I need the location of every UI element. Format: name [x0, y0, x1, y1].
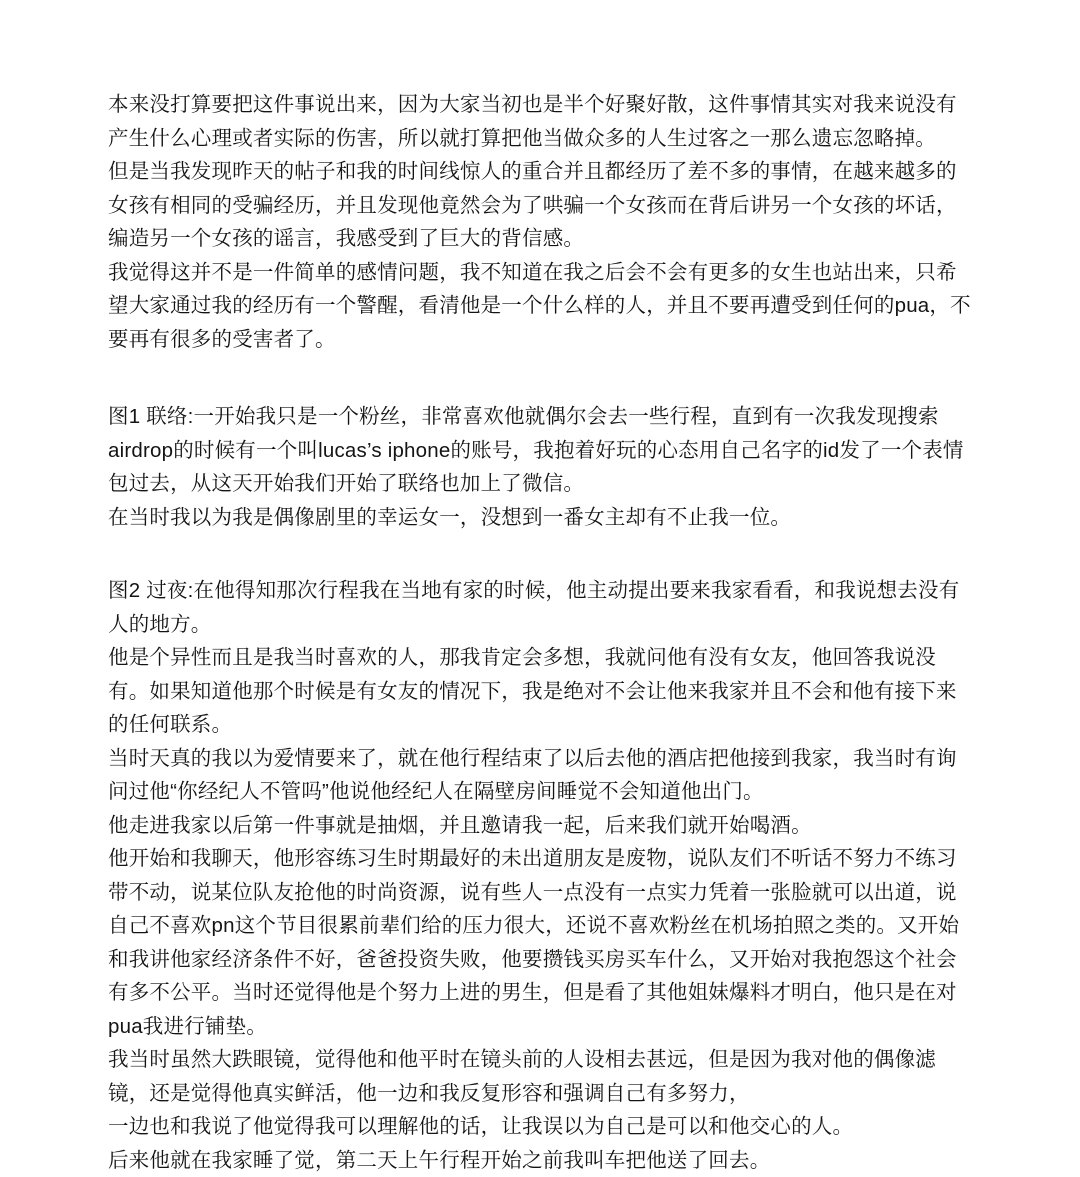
paragraph: 图1 联络:一开始我只是一个粉丝，非常喜欢他就偶尔会去一些行程，直到有一次我发现搜索airdrop的时候有一个叫lucas’s iphone的账号，我抱着好玩的心态用自己名字的id发了一个表情包过去，从这天开始我们开始了联络也加上了微信。	[108, 400, 972, 501]
paragraph: 图2 过夜:在他得知那次行程我在当地有家的时候，他主动提出要来我家看看，和我说想去没有人的地方。	[108, 574, 972, 641]
text-block-figure-2	[108, 574, 972, 1177]
paragraph: 我觉得这并不是一件简单的感情问题，我不知道在我之后会不会有更多的女生也站出来，只希望大家通过我的经历有一个警醒，看清他是一个什么样的人，并且不要再遭受到任何的pua，不要再有很多的受害者了。	[108, 256, 972, 357]
paragraph: 他走进我家以后第一件事就是抽烟，并且邀请我一起，后来我们就开始喝酒。	[108, 809, 972, 843]
section-spacer	[108, 534, 972, 574]
paragraph: 我当时虽然大跌眼镜，觉得他和他平时在镜头前的人设相去甚远，但是因为我对他的偶像滤镜，还是觉得他真实鲜活，他一边和我反复形容和强调自己有多努力，	[108, 1043, 972, 1110]
text-block-figure-1	[108, 400, 972, 534]
paragraph: 一边也和我说了他觉得我可以理解他的话，让我误以为自己是可以和他交心的人。	[108, 1110, 972, 1144]
paragraph: 在当时我以为我是偶像剧里的幸运女一，没想到一番女主却有不止我一位。	[108, 501, 972, 535]
paragraph: 但是当我发现昨天的帖子和我的时间线惊人的重合并且都经历了差不多的事情，在越来越多的女孩有相同的受骗经历，并且发现他竟然会为了哄骗一个女孩而在背后讲另一个女孩的坏话，编造另一个女孩的谣言，我感受到了巨大的背信感。	[108, 155, 972, 256]
section-spacer	[108, 356, 972, 400]
paragraph: 当时天真的我以为爱情要来了，就在他行程结束了以后去他的酒店把他接到我家，我当时有询问过他“你经纪人不管吗”他说他经纪人在隔壁房间睡觉不会知道他出门。	[108, 742, 972, 809]
paragraph: 他开始和我聊天，他形容练习生时期最好的未出道朋友是废物，说队友们不听话不努力不练习带不动，说某位队友抢他的时尚资源，说有些人一点没有一点实力凭着一张脸就可以出道，说自己不喜欢pn这个节目很累前辈们给的压力很大，还说不喜欢粉丝在机场拍照之类的。又开始和我讲他家经济条件不好，爸爸投资失败，他要攒钱买房买车什么，又开始对我抱怨这个社会有多不公平。当时还觉得他是个努力上进的男生，但是看了其他姐妹爆料才明白，他只是在对pua我进行铺垫。	[108, 842, 972, 1043]
paragraph: 本来没打算要把这件事说出来，因为大家当初也是半个好聚好散，这件事情其实对我来说没有产生什么心理或者实际的伤害，所以就打算把他当做众多的人生过客之一那么遗忘忽略掉。	[108, 88, 972, 155]
paragraph: 他是个异性而且是我当时喜欢的人，那我肯定会多想，我就问他有没有女友，他回答我说没有。如果知道他那个时候是有女友的情况下，我是绝对不会让他来我家并且不会和他有接下来的任何联系。	[108, 641, 972, 742]
text-block-intro	[108, 88, 972, 356]
paragraph: 后来他就在我家睡了觉，第二天上午行程开始之前我叫车把他送了回去。	[108, 1144, 972, 1177]
